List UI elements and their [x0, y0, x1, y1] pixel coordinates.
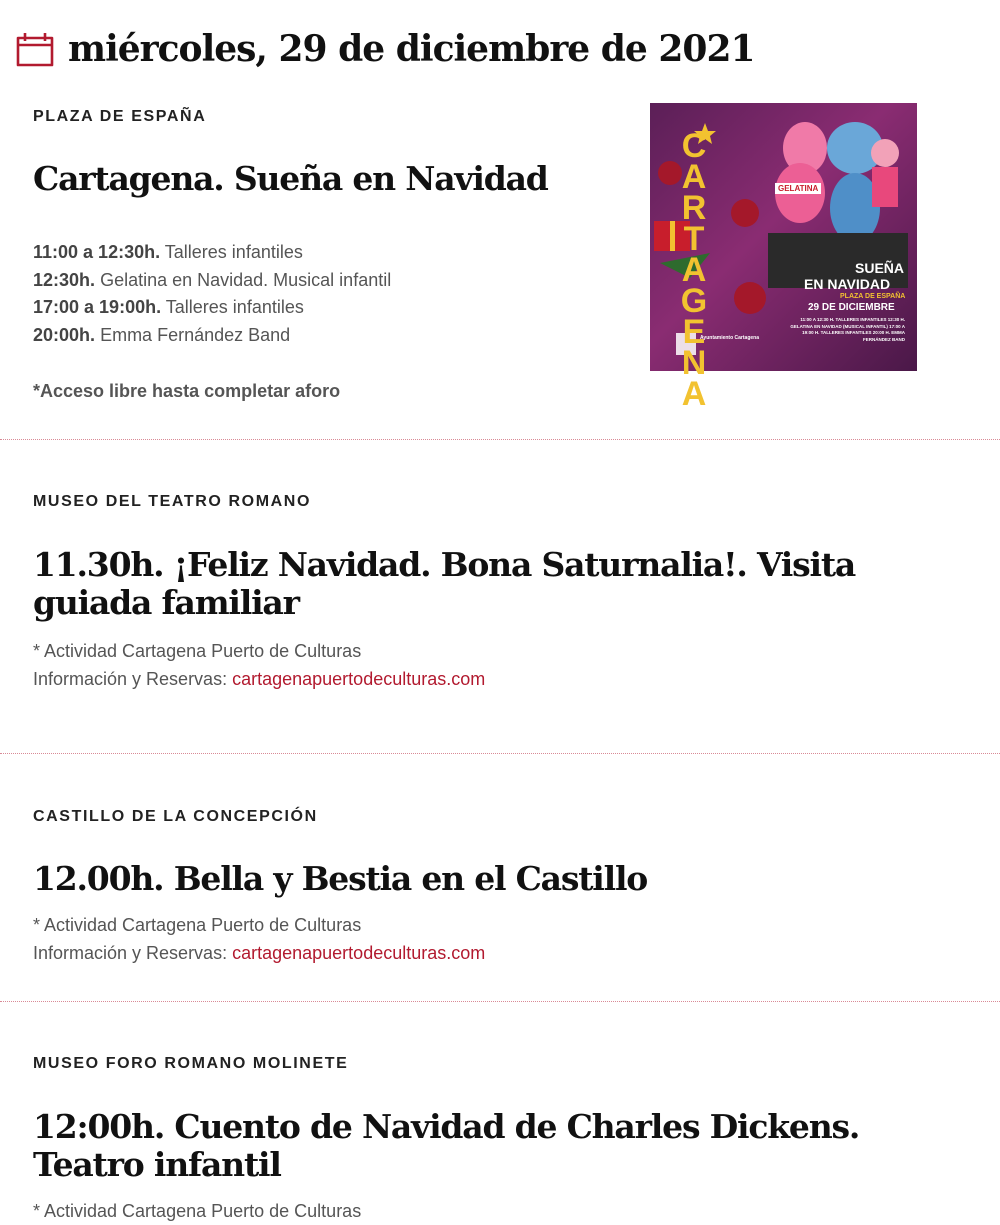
- venue-name: PLAZA DE ESPAÑA: [33, 108, 207, 125]
- event-poster-image[interactable]: [650, 103, 917, 413]
- event-schedule: [33, 239, 391, 349]
- day-title: miércoles, 29 de diciembre de 2021: [68, 28, 755, 70]
- booking-line: [33, 939, 485, 967]
- event-info: [33, 1197, 361, 1225]
- schedule-time: 11:00 a 12:30h.: [33, 242, 161, 262]
- activity-note: * Actividad Cartagena Puerto de Culturas: [33, 915, 362, 935]
- booking-label: Información y Reservas:: [33, 669, 228, 689]
- poster-headline-2: EN NAVIDAD: [804, 276, 891, 292]
- event-info: [33, 911, 485, 967]
- schedule-time: 17:00 a 19:00h.: [33, 297, 162, 317]
- event-title-line: 11.30h. ¡Feliz Navidad. Bona Saturnalia!. Visita: [33, 545, 856, 584]
- venue-name: MUSEO DEL TEATRO ROMANO: [33, 493, 311, 510]
- event-title-line: 12:00h. Cuento de Navidad de Charles Dickens.: [33, 1107, 860, 1146]
- event-info: [33, 637, 485, 693]
- poster-character-label: GELATINA: [775, 183, 821, 194]
- schedule-desc: Emma Fernández Band: [100, 324, 291, 345]
- section-divider: [0, 439, 1000, 440]
- schedule-desc: Talleres infantiles: [164, 242, 303, 262]
- poster-vertical-word: CARTAGENA: [680, 127, 708, 413]
- section-divider: [0, 1001, 1000, 1002]
- schedule-desc: Gelatina en Navidad. Musical infantil: [100, 269, 392, 290]
- schedule-item: [33, 294, 391, 322]
- activity-note: * Actividad Cartagena Puerto de Culturas: [33, 1201, 362, 1221]
- schedule-item: [33, 267, 391, 295]
- booking-link[interactable]: cartagenapuertodeculturas.com: [232, 943, 486, 963]
- section-divider: [0, 753, 1000, 754]
- booking-line: [33, 665, 485, 693]
- booking-label: Información y Reservas:: [33, 943, 228, 963]
- access-note: *Acceso libre hasta completar aforo: [33, 381, 341, 401]
- schedule-time: 12:30h.: [33, 269, 96, 290]
- schedule-item: [33, 239, 391, 267]
- event-title-line: guiada familiar: [33, 583, 299, 622]
- poster-date: 29 DE DICIEMBRE: [808, 302, 895, 313]
- poster-logo-text: Ayuntamiento Cartagena: [700, 335, 759, 341]
- poster-details: 11:00 A 12:30 H. TALLERES INFANTILES 12:30 H. GELATINA EN NAVIDAD (MUSICAL INFANTIL) 17:00 A 19:00 H. TALLERES INFANTILES 20:00 H. EMMA FERNÁNDEZ BAND: [790, 317, 905, 342]
- booking-link[interactable]: cartagenapuertodeculturas.com: [232, 669, 486, 689]
- calendar-icon: [14, 29, 56, 69]
- event-title[interactable]: [33, 546, 855, 622]
- schedule-desc: Talleres infantiles: [165, 297, 304, 317]
- event-title[interactable]: Cartagena. Sueña en Navidad: [33, 159, 548, 198]
- activity-note: * Actividad Cartagena Puerto de Culturas: [33, 641, 362, 661]
- event-title[interactable]: [33, 1108, 859, 1184]
- day-header: [14, 26, 755, 72]
- schedule-item: [33, 322, 391, 350]
- venue-name: MUSEO FORO ROMANO MOLINETE: [33, 1055, 349, 1072]
- poster-place: PLAZA DE ESPAÑA: [840, 293, 906, 300]
- schedule-time: 20:00h.: [33, 324, 96, 345]
- event-title[interactable]: 12.00h. Bella y Bestia en el Castillo: [33, 859, 648, 898]
- poster-headline-1: SUEÑA: [855, 260, 905, 276]
- venue-name: CASTILLO DE LA CONCEPCIÓN: [33, 808, 318, 825]
- event-title-line: Teatro infantil: [33, 1145, 281, 1184]
